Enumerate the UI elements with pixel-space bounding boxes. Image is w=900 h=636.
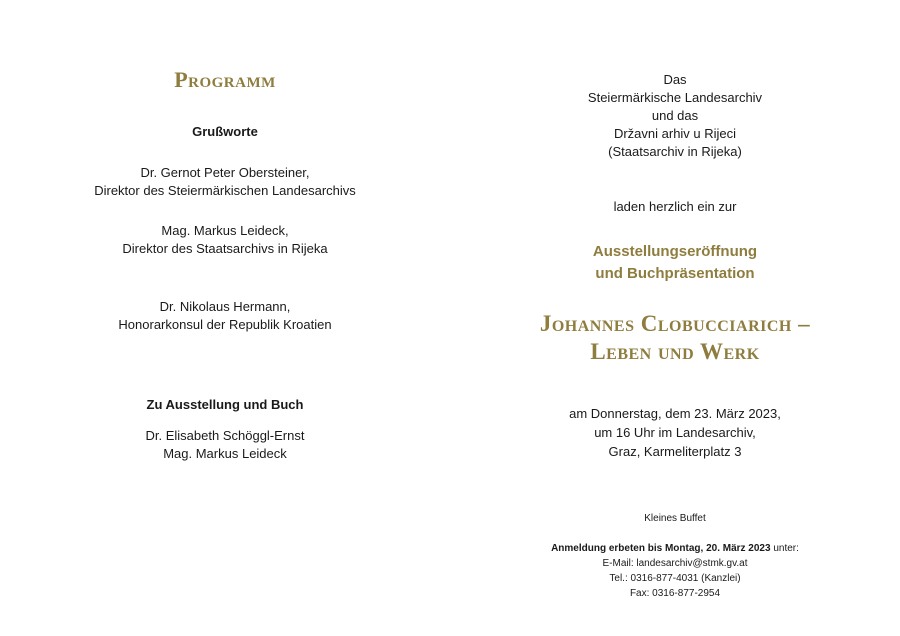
speaker-role: Direktor des Steiermärkischen Landesarchivs <box>94 183 356 198</box>
exhibition-speaker: Mag. Markus Leideck <box>163 446 287 461</box>
speaker-name: Mag. Markus Leideck, <box>161 223 289 238</box>
exhibition-heading: Zu Ausstellung und Buch <box>146 397 304 412</box>
speaker-name: Dr. Nikolaus Hermann, <box>159 299 291 314</box>
institution-line: Steiermärkische Landesarchiv <box>587 90 763 105</box>
event-type: Ausstellungseröffnung <box>592 243 758 260</box>
institution-line: und das <box>651 108 699 123</box>
event-title: Johannes Clobucciarich – <box>539 311 811 336</box>
greetings-heading: Grußworte <box>192 124 258 139</box>
contact-email[interactable]: E-Mail: landesarchiv@stmk.gv.at <box>602 558 748 569</box>
institution-line: Državni arhiv u Rijeci <box>613 126 737 141</box>
event-time-location: um 16 Uhr im Landesarchiv, <box>594 425 756 440</box>
program-title: Programm <box>174 67 276 92</box>
event-title: Leben und Werk <box>590 339 760 364</box>
contact-phone: Tel.: 0316-877-4031 (Kanzlei) <box>609 573 741 584</box>
institution-line: (Staatsarchiv in Rijeka) <box>608 144 742 159</box>
event-date: am Donnerstag, dem 23. März 2023, <box>569 406 781 421</box>
registration-deadline: Anmeldung erbeten bis Montag, 20. März 2023 <box>551 543 771 554</box>
registration-suffix: unter: <box>770 543 799 554</box>
contact-fax: Fax: 0316-877-2954 <box>629 588 721 599</box>
event-type: und Buchpräsentation <box>595 265 755 282</box>
speaker-role: Direktor des Staatsarchivs in Rijeka <box>122 241 328 256</box>
registration-note <box>450 542 900 555</box>
event-address: Graz, Karmeliterplatz 3 <box>608 444 742 459</box>
speaker-role: Honorarkonsul der Republik Kroatien <box>118 317 332 332</box>
institution-line: Das <box>663 72 687 87</box>
invitation-page <box>450 0 900 636</box>
invite-text: laden herzlich ein zur <box>613 199 737 214</box>
speaker-name: Dr. Gernot Peter Obersteiner, <box>140 165 310 180</box>
buffet-note: Kleines Buffet <box>644 513 706 524</box>
exhibition-speaker: Dr. Elisabeth Schöggl-Ernst <box>145 428 305 443</box>
